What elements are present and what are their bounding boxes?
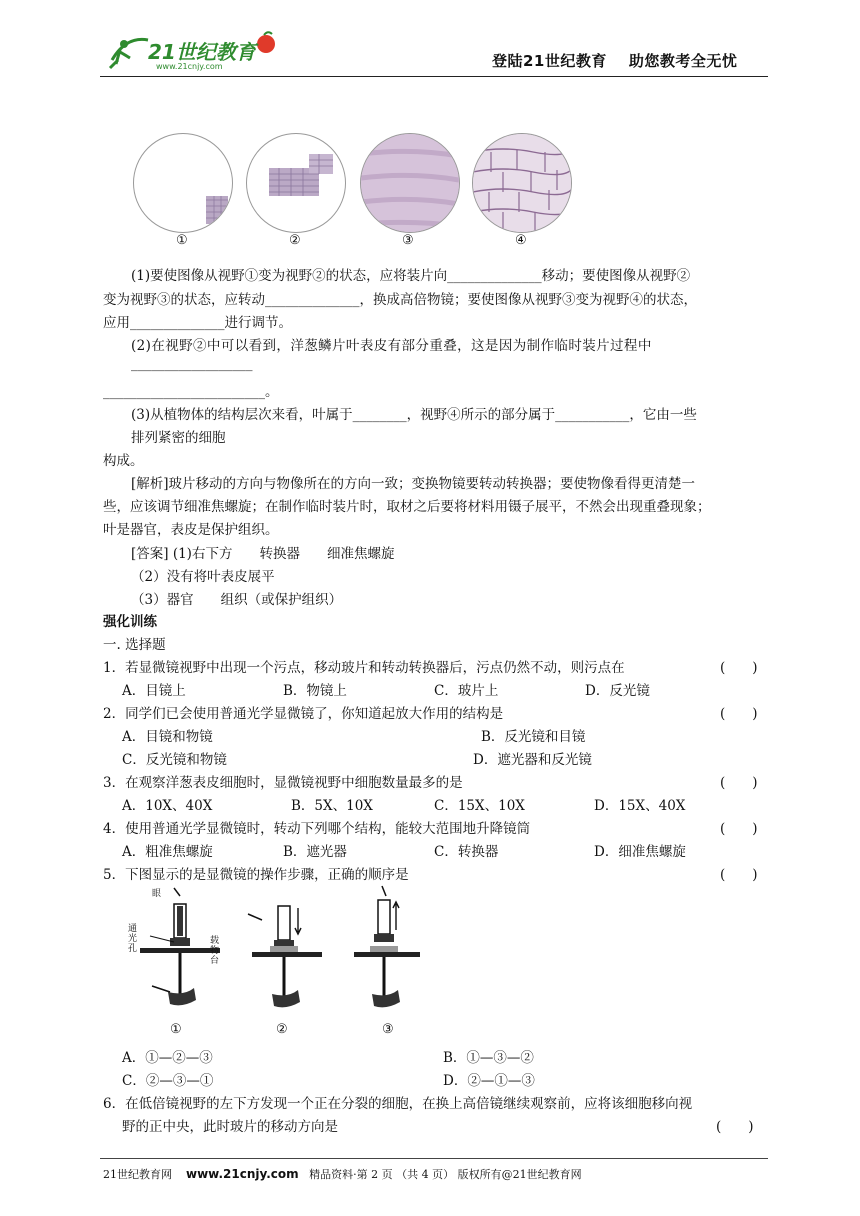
- analysis-line3: 叶是器官，表皮是保护组织。: [103, 522, 279, 538]
- q2-line1: (2)在视野②中可以看到，洋葱鳞片叶表皮有部分重叠，这是因为制作临时装片过程中: [131, 338, 652, 354]
- analysis-line1: [解析]玻片移动的方向与物像所在的方向一致；变换物镜要转动转换器；要使物像看得更清楚一: [131, 476, 696, 492]
- practice-q1-stem: 1．若显微镜视野中出现一个污点，移动玻片和转动转换器后，污点仍然不动，则污点在: [103, 660, 625, 676]
- practice-q4-option-a: A．粗准焦螺旋: [122, 844, 213, 860]
- q3-line2: 排列紧密的细胞: [131, 430, 226, 446]
- site-logo: [104, 30, 284, 74]
- practice-q2-stem: 2．同学们已会使用普通光学显微镜了，你知道起放大作用的结构是: [103, 706, 504, 722]
- q3-line3: 构成。: [103, 453, 144, 469]
- footer-site: 21世纪教育网: [103, 1168, 172, 1181]
- field-of-view-3: [360, 133, 460, 233]
- analysis-line2: 些，应该调节细准焦螺旋；在制作临时装片时，取材之后要将材料用镊子展平，不然会出现重叠现象；: [103, 499, 711, 515]
- logo-text: 21世纪教育: [148, 40, 256, 64]
- footer-info: 精品资料·第 2 页 （共 4 页） 版权所有@21世纪教育网: [309, 1168, 582, 1181]
- answer-line3: （3）器官 组织（或保护组织）: [131, 592, 343, 608]
- practice-q5-option-c: C．②—③—①: [122, 1073, 214, 1089]
- footer-url[interactable]: www.21cnjy.com: [186, 1167, 299, 1181]
- figure1-caption-3: ③: [402, 233, 414, 248]
- header-slogan: [492, 50, 737, 71]
- practice-q1-option-b: B．物镜上: [283, 683, 347, 699]
- practice-section: 一. 选择题: [103, 637, 166, 653]
- practice-q3-stem: 3．在观察洋葱表皮细胞时，显微镜视野中细胞数量最多的是: [103, 775, 463, 791]
- practice-q4-stem: 4．使用普通光学显微镜时，转动下列哪个结构，能较大范围地升降镜筒: [103, 821, 531, 837]
- field-2-cells: [247, 134, 345, 232]
- practice-q1-option-a: A．目镜上: [122, 683, 186, 699]
- practice-q3-option-a: A．10X、40X: [122, 798, 213, 814]
- practice-q6-bracket: ( ): [716, 1119, 754, 1135]
- q5-caption-2: ②: [276, 1022, 288, 1037]
- practice-q2-option-d: D．遮光器和反光镜: [473, 752, 592, 768]
- practice-q3-option-b: B．5X、10X: [291, 798, 373, 814]
- field-of-view-1: [133, 133, 233, 233]
- q1-line2: 变为视野③的状态，应转动______________，换成高倍物镜；要使图像从视野③变为视野④的状态，: [103, 292, 697, 308]
- page-footer: [103, 1166, 582, 1182]
- logo-url: www.21cnjy.com: [156, 62, 223, 71]
- answer-line2: （2）没有将叶表皮展平: [131, 569, 275, 585]
- practice-q2-option-c: C．反光镜和物镜: [122, 752, 227, 768]
- practice-q1-option-c: C．玻片上: [434, 683, 499, 699]
- slogan-part2: 助您教考全无忧: [628, 52, 738, 70]
- practice-q1-option-d: D．反光镜: [585, 683, 650, 699]
- practice-q4-option-c: C．转换器: [434, 844, 499, 860]
- slogan-part1: 登陆21世纪教育: [492, 52, 607, 70]
- practice-q6-stem-line2: 野的正中央，此时玻片的移动方向是: [122, 1119, 338, 1135]
- practice-q6-stem-line1: 6．在低倍镜视野的左下方发现一个正在分裂的细胞，在换上高倍镜继续观察前，应将该细胞移向视: [103, 1096, 693, 1112]
- footer-divider: [100, 1158, 768, 1159]
- practice-q3-bracket: ( ): [720, 775, 758, 791]
- q5-label-eye: 眼: [152, 889, 162, 899]
- practice-q5-stem: 5．下图显示的是显微镜的操作步骤，正确的顺序是: [103, 867, 409, 883]
- microscope-step-2: [248, 906, 322, 1007]
- q2-line2: __________________: [131, 356, 253, 372]
- practice-q4-bracket: ( ): [720, 821, 758, 837]
- field-of-view-2: [246, 133, 346, 233]
- practice-q5-option-d: D．②—①—③: [443, 1073, 535, 1089]
- figure1-caption-4: ④: [515, 233, 527, 248]
- q1-line3: 应用______________进行调节。: [103, 315, 292, 331]
- practice-q2-option-a: A．目镜和物镜: [122, 729, 213, 745]
- practice-q1-bracket: ( ): [720, 660, 758, 676]
- practice-q2-option-b: B．反光镜和目镜: [481, 729, 586, 745]
- q1-line1: (1)要使图像从视野①变为视野②的状态，应将装片向______________移动；要使图像从视野②: [131, 268, 691, 284]
- practice-q5-option-b: B．①—③—②: [443, 1050, 534, 1066]
- field-4-cells: [473, 134, 571, 232]
- q5-label-stage: 载物台: [210, 936, 220, 966]
- practice-title: 强化训练: [103, 614, 157, 630]
- practice-q2-bracket: ( ): [720, 706, 758, 722]
- figure1-caption-2: ②: [289, 233, 301, 248]
- practice-q4-option-d: D．细准焦螺旋: [594, 844, 686, 860]
- field-1-cells: [134, 134, 232, 232]
- microscope-step-1: [140, 888, 220, 1005]
- q2-line3: ________________________。: [103, 384, 279, 400]
- figure1-caption-1: ①: [176, 233, 188, 248]
- practice-q5-bracket: ( ): [720, 867, 758, 883]
- field-3-cells: [361, 134, 459, 232]
- figure-microscope-steps: [126, 884, 426, 1044]
- practice-q3-option-d: D．15X、40X: [594, 798, 686, 814]
- answer-line1: [答案] (1)右下方 转换器 细准焦螺旋: [131, 546, 395, 562]
- practice-q5-option-a: A．①—②—③: [122, 1050, 213, 1066]
- q5-caption-1: ①: [170, 1022, 182, 1037]
- microscope-steps-diagram: [126, 884, 426, 1044]
- q3-line1: (3)从植物体的结构层次来看，叶属于________，视野④所示的部分属于___________，它由一些: [131, 407, 697, 423]
- practice-q4-option-b: B．遮光器: [283, 844, 347, 860]
- field-of-view-4: [472, 133, 572, 233]
- q5-label-aperture: 通光孔: [128, 924, 138, 954]
- header-divider: [100, 76, 768, 77]
- q5-caption-3: ③: [382, 1022, 394, 1037]
- microscope-step-3: [354, 886, 420, 1007]
- practice-q3-option-c: C．15X、10X: [434, 798, 525, 814]
